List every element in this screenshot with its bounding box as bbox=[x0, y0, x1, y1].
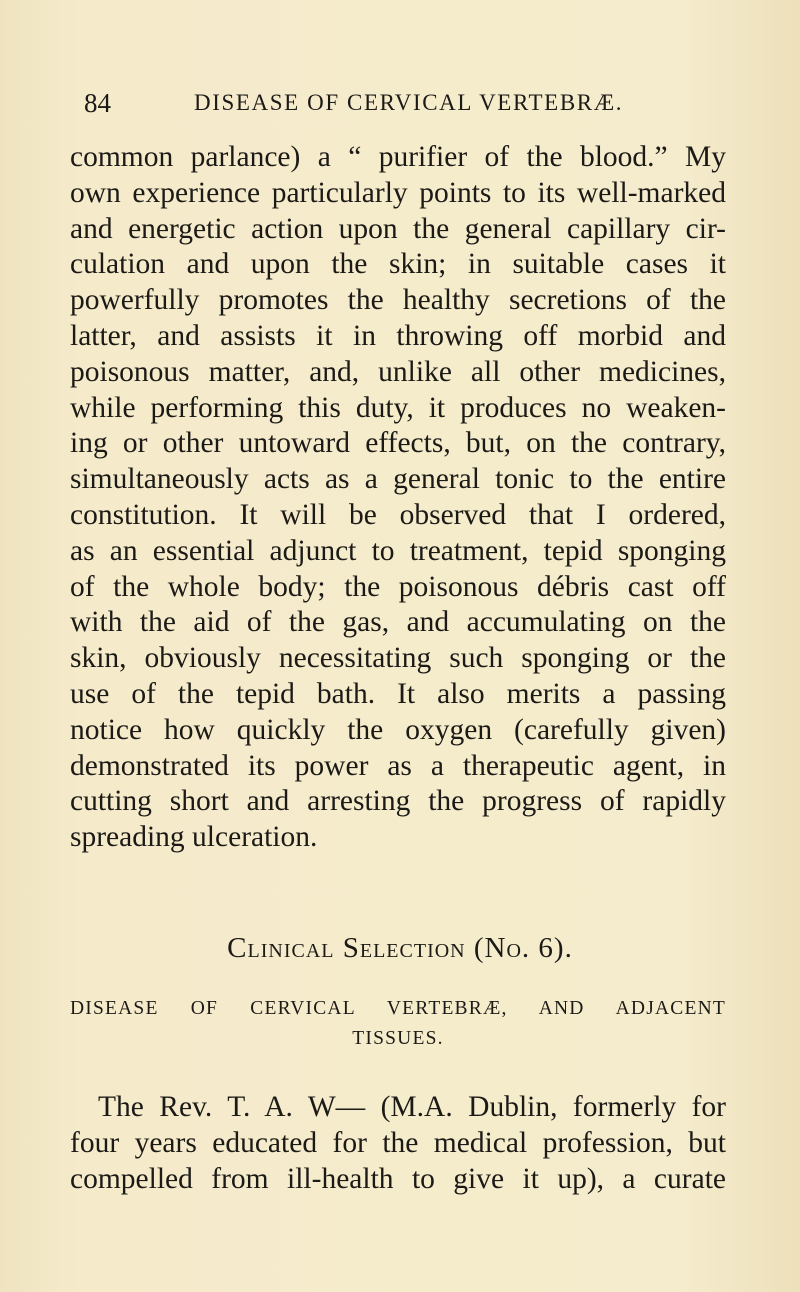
text-line: own experience particularly points to its well-marked bbox=[70, 176, 726, 209]
running-head: DISEASE OF CERVICAL VERTEBRÆ. bbox=[194, 90, 624, 115]
page-number: 84 bbox=[84, 88, 111, 118]
text-line: cutting short and arresting the progress of rapidly bbox=[70, 785, 726, 818]
text-line: common parlance) a “ purifier of the blood.” My bbox=[70, 141, 726, 173]
body-paragraph bbox=[70, 140, 726, 856]
section-subtitle bbox=[70, 994, 726, 1054]
text-line: latter, and assists it in throwing off morbid and bbox=[70, 319, 726, 352]
text-line: use of the tepid bath. It also merits a passing bbox=[70, 677, 726, 710]
subtitle-line: DISEASE OF CERVICAL VERTEBRÆ, AND ADJACENT bbox=[70, 998, 726, 1019]
text-line: simultaneously acts as a general tonic to the entire bbox=[70, 463, 726, 496]
text-line: as an essential adjunct to treatment, tepid sponging bbox=[70, 534, 726, 567]
text-line: skin, obviously necessitating such sponging or the bbox=[70, 642, 726, 675]
text-line: of the whole body; the poisonous débris cast off bbox=[70, 570, 726, 603]
text-line: demonstrated its power as a therapeutic agent, in bbox=[70, 749, 726, 782]
text-line: powerfully promotes the healthy secretions of the bbox=[70, 284, 726, 317]
text-line: The Rev. T. A. W— (M.A. Dublin, formerly for bbox=[98, 1091, 726, 1123]
section-title: Clinical Selection (No. 6). bbox=[227, 932, 573, 964]
text-line: and energetic action upon the general capillary cir- bbox=[70, 212, 726, 245]
case-paragraph bbox=[70, 1090, 726, 1197]
text-line: spreading ulceration. bbox=[70, 821, 318, 854]
text-line: with the aid of the gas, and accumulating on the bbox=[70, 606, 726, 639]
page-header bbox=[84, 88, 724, 120]
text-line: ing or other untoward effects, but, on the contrary, bbox=[70, 427, 726, 460]
text-line: poisonous matter, and, unlike all other medicines, bbox=[70, 355, 726, 388]
text-line: culation and upon the skin; in suitable cases it bbox=[70, 248, 726, 281]
text-line: notice how quickly the oxygen (carefully given) bbox=[70, 713, 726, 746]
text-line: constitution. It will be observed that I ordered, bbox=[70, 498, 726, 531]
text-line: compelled from ill-health to give it up), a curate bbox=[70, 1162, 726, 1195]
text-line: four years educated for the medical profession, but bbox=[70, 1126, 726, 1159]
subtitle-line: TISSUES. bbox=[352, 1028, 444, 1049]
text-line: while performing this duty, it produces no weaken- bbox=[70, 391, 726, 424]
